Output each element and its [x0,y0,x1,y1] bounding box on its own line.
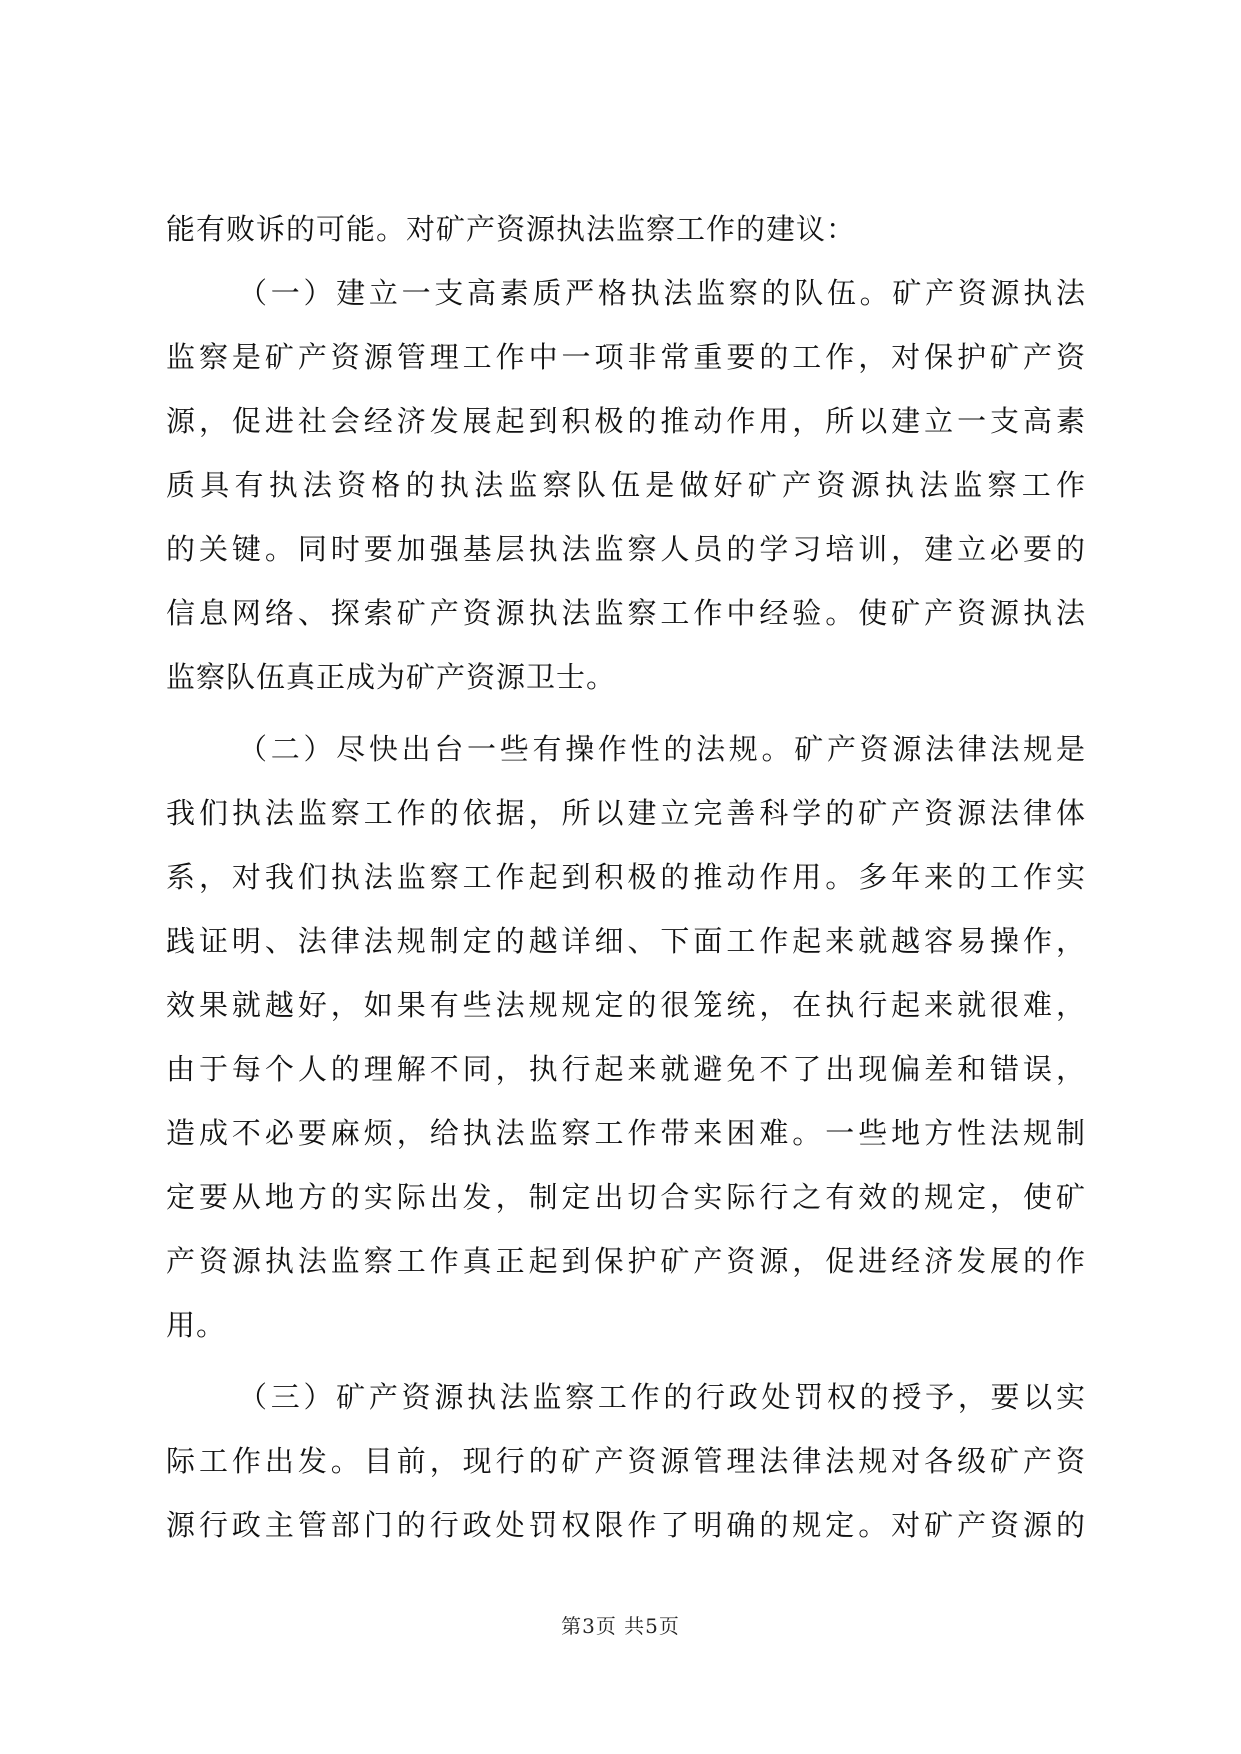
text-line: 效果就越好，如果有些法规规定的很笼统，在执行起来就很难， [166,988,1086,1022]
text-line: 用。 [166,1308,227,1342]
text-line: 由于每个人的理解不同，执行起来就避免不了出现偏差和错误， [166,1052,1086,1086]
text-line: 信息网络、探索矿产资源执法监察工作中经验。使矿产资源执法 [166,596,1086,630]
text-line: 践证明、法律法规制定的越详细、下面工作起来就越容易操作， [166,924,1086,958]
text-line: 我们执法监察工作的依据，所以建立完善科学的矿产资源法律体 [166,796,1086,830]
page-footer: 第3页 共5页 [561,1614,680,1638]
text-line: 的关键。同时要加强基层执法监察人员的学习培训，建立必要的 [166,532,1086,566]
body-text [166,197,1086,1557]
text-line: 系，对我们执法监察工作起到积极的推动作用。多年来的工作实 [166,860,1086,894]
text-line: 产资源执法监察工作真正起到保护矿产资源，促进经济发展的作 [166,1244,1086,1278]
text-line: （一）建立一支高素质严格执法监察的队伍。矿产资源执法 [238,276,1086,310]
text-line: （二）尽快出台一些有操作性的法规。矿产资源法律法规是 [238,732,1086,766]
text-line: 质具有执法资格的执法监察队伍是做好矿产资源执法监察工作 [166,468,1086,502]
text-line: 监察是矿产资源管理工作中一项非常重要的工作，对保护矿产资 [166,340,1086,374]
text-line: 源，促进社会经济发展起到积极的推动作用，所以建立一支高素 [166,404,1086,438]
text-line: 造成不必要麻烦，给执法监察工作带来困难。一些地方性法规制 [166,1116,1086,1150]
text-line: 际工作出发。目前，现行的矿产资源管理法律法规对各级矿产资 [166,1444,1086,1478]
text-line: 源行政主管部门的行政处罚权限作了明确的规定。对矿产资源的 [166,1508,1086,1542]
text-line: 监察队伍真正成为矿产资源卫士。 [166,660,617,694]
text-line: 能有败诉的可能。对矿产资源执法监察工作的建议： [166,212,857,246]
text-line: （三）矿产资源执法监察工作的行政处罚权的授予，要以实 [238,1380,1086,1414]
text-line: 定要从地方的实际出发，制定出切合实际行之有效的规定，使矿 [166,1180,1086,1214]
